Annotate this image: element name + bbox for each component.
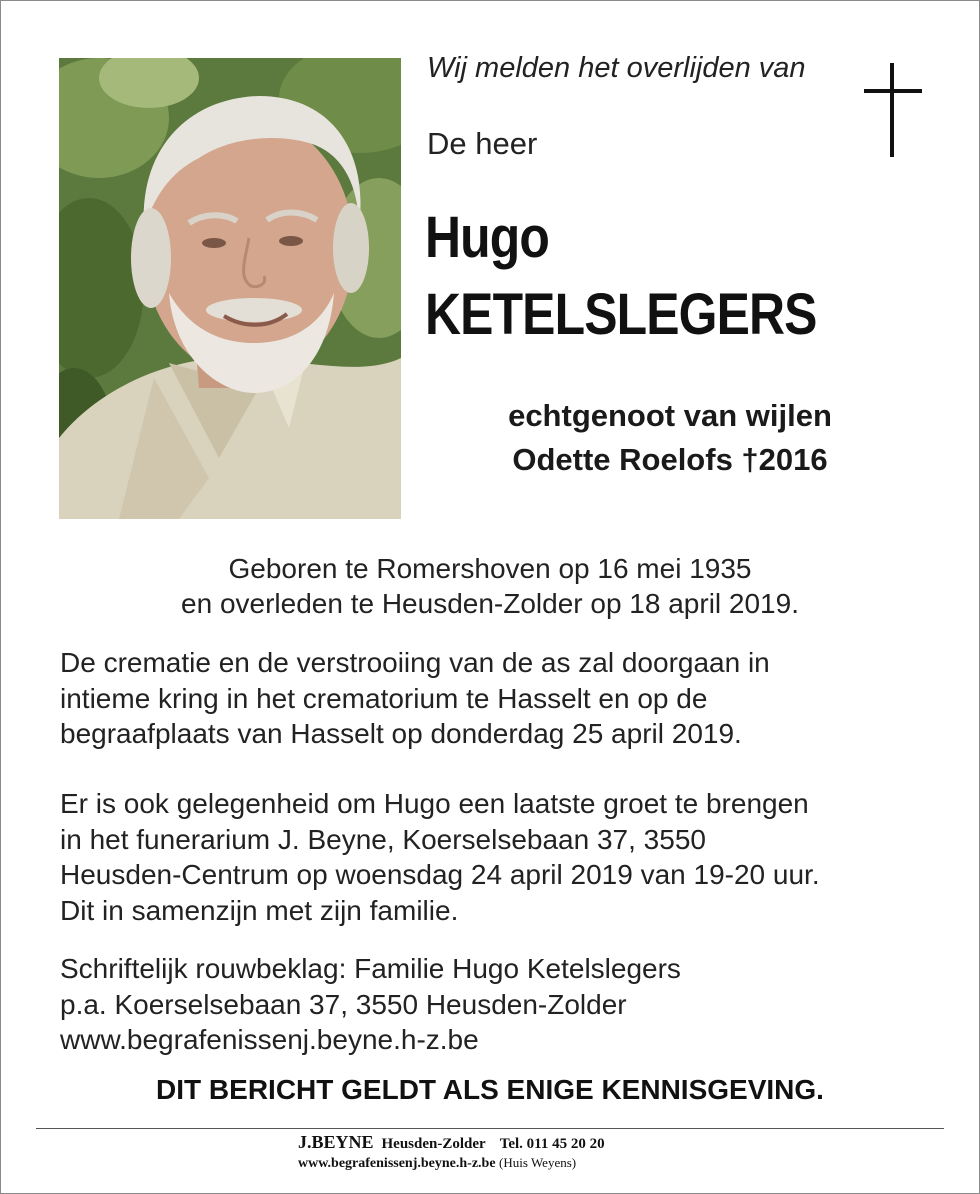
spouse-name: Odette Roelofs †2016 xyxy=(512,442,828,477)
portrait-photo xyxy=(59,58,401,519)
paragraph-line: Dit in samenzijn met zijn familie. xyxy=(60,894,459,926)
paragraph-line: De crematie en de verstrooiing van de as zal doorgaan in xyxy=(60,647,770,678)
deceased-last-name: KETELSLEGERS xyxy=(425,282,817,347)
paragraph-line: Heusden-Centrum op woensdag 24 april 2019 van 19-20 uur. xyxy=(60,859,820,890)
paragraph-line: Schriftelijk rouwbeklag: Familie Hugo Ketelslegers xyxy=(60,953,681,984)
spouse-line: echtgenoot van wijlen xyxy=(508,398,832,433)
funeral-home-name: J.BEYNE xyxy=(298,1132,374,1152)
birth-line: Geboren te Romershoven op 16 mei 1935 xyxy=(228,553,752,584)
farewell-paragraph xyxy=(60,786,940,928)
intro-text: Wij melden het overlijden van xyxy=(427,52,806,84)
death-line: en overleden te Heusden-Zolder op 18 april 2019. xyxy=(181,588,799,619)
funeral-home-website-link[interactable]: www.begrafenissenj.beyne.h-z.be xyxy=(298,1156,496,1171)
birth-death-block xyxy=(0,551,980,621)
cremation-paragraph xyxy=(60,645,940,752)
funeral-home-house: (Huis Weyens) xyxy=(499,1155,577,1170)
deceased-first-name: Hugo xyxy=(425,205,549,270)
paragraph-line: intieme kring in het crematorium te Hasselt en op de xyxy=(60,682,708,714)
paragraph-line: in het funerarium J. Beyne, Koerselsebaan 37, 3550 xyxy=(60,823,706,855)
funeral-home-phone: Tel. 011 45 20 20 xyxy=(499,1136,605,1152)
paragraph-line: Er is ook gelegenheid om Hugo een laatste groet te brengen xyxy=(60,788,809,819)
funeral-home-footer xyxy=(298,1133,605,1172)
sole-notice-statement: DIT BERICHT GELDT ALS ENIGE KENNISGEVING. xyxy=(156,1074,824,1105)
footer-divider xyxy=(36,1128,944,1129)
funeral-home-town: Heusden-Zolder xyxy=(381,1136,486,1152)
honorific-title: De heer xyxy=(427,126,538,161)
paragraph-line: p.a. Koerselsebaan 37, 3550 Heusden-Zolder xyxy=(60,988,627,1020)
cross-icon xyxy=(864,63,922,157)
spouse-block xyxy=(405,394,935,482)
condolences-website-link[interactable]: www.begrafenissenj.beyne.h-z.be xyxy=(60,1024,479,1055)
condolences-paragraph xyxy=(60,951,940,1058)
paragraph-line: begraafplaats van Hasselt op donderdag 25 april 2019. xyxy=(60,718,742,749)
